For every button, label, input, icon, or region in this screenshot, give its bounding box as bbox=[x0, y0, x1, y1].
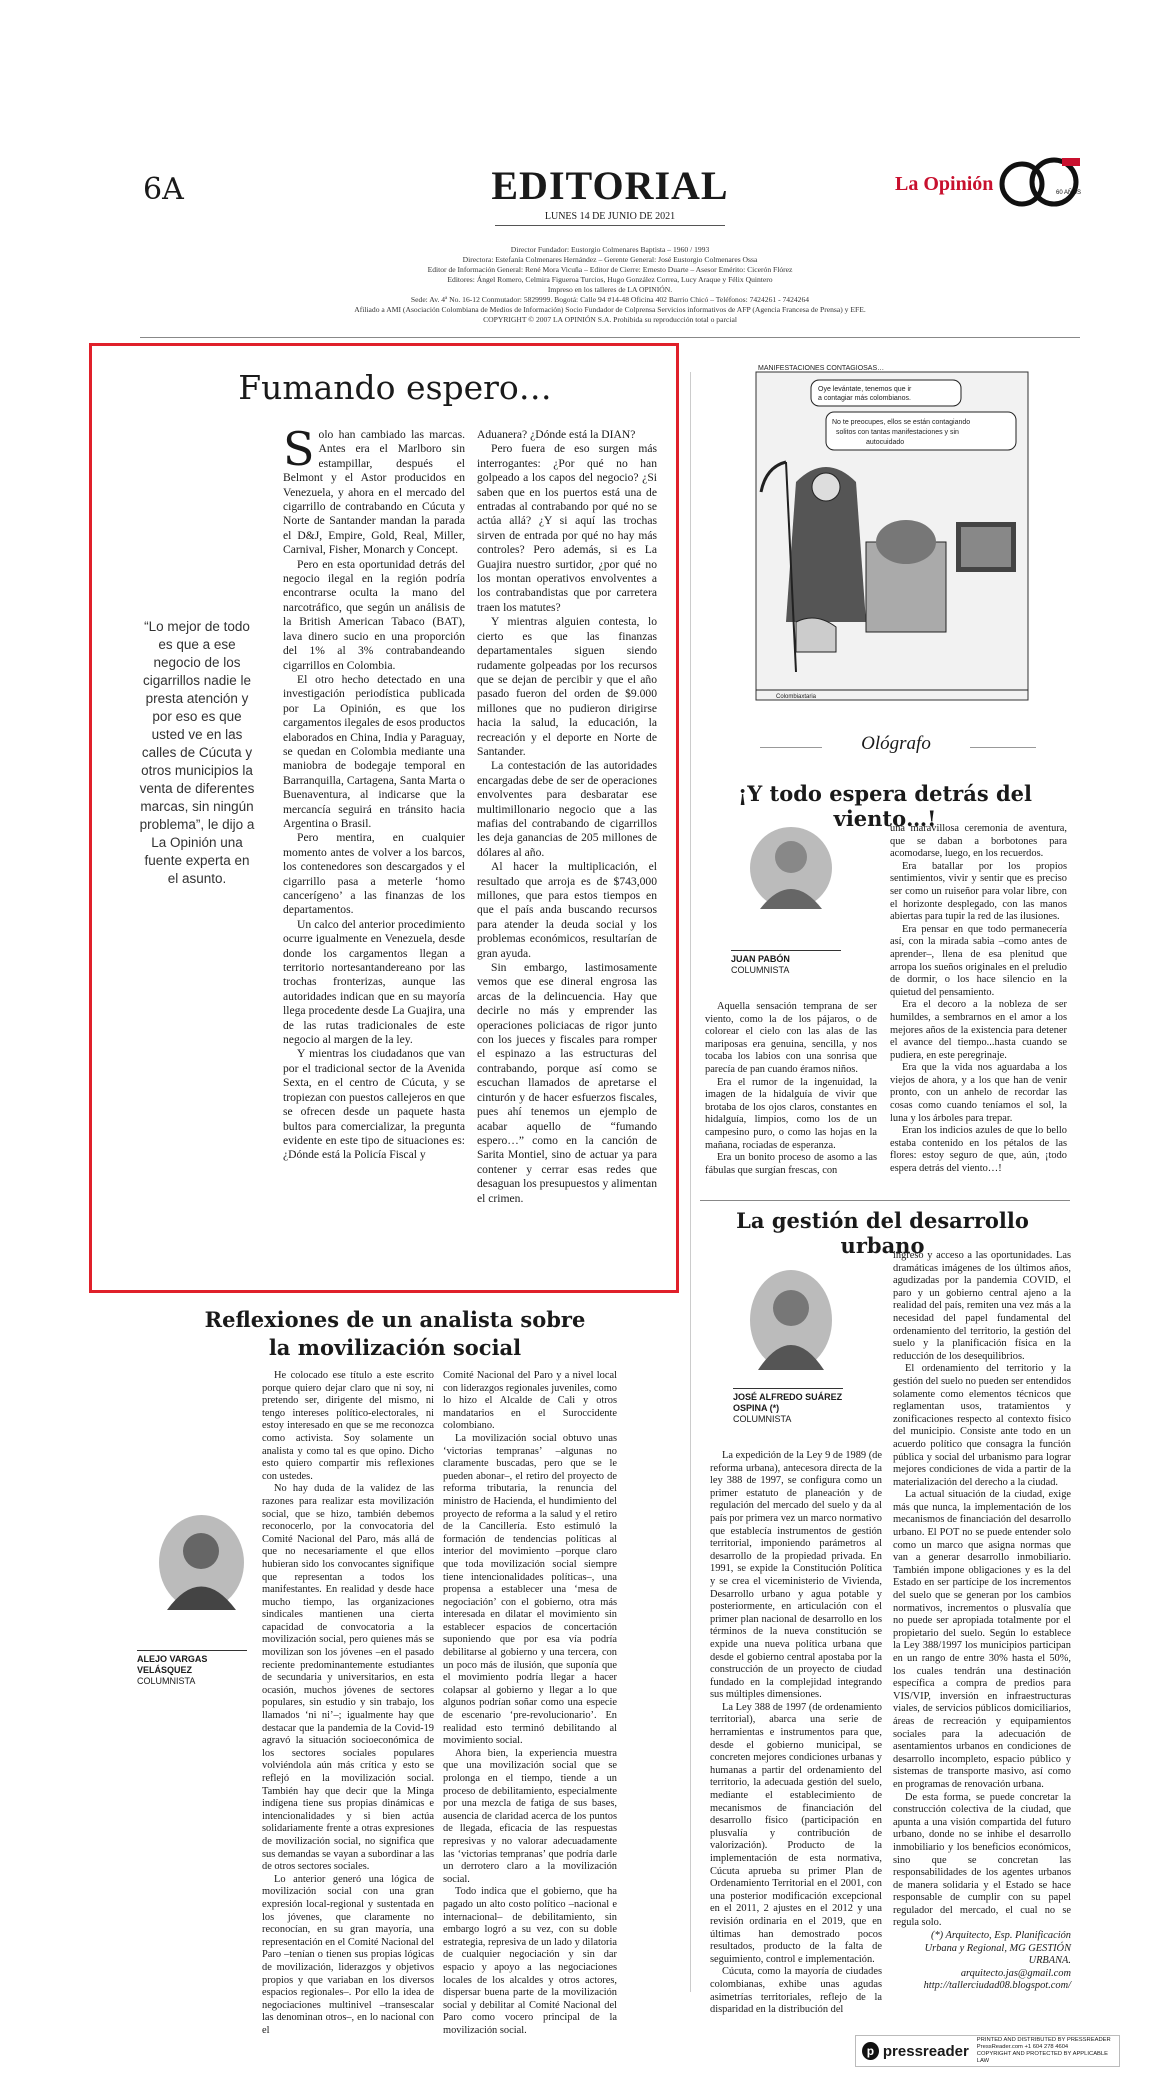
publication-date: LUNES 14 DE JUNIO DE 2021 bbox=[544, 211, 676, 222]
editorial-title[interactable]: Fumando espero… bbox=[238, 368, 552, 407]
paragraph: Era un bonito proceso de asomo a las fábulas que surgían frescas, con bbox=[705, 1152, 877, 1176]
reflexiones-column-1 bbox=[262, 1370, 434, 2036]
paragraph: Y mientras los ciudadanos que van por el tradicional sector de la Avenida Sexta, en el centro de Cúcuta, y se tropiezan con puestos callejeros en que se ofrecen desde un paquete hasta bultos para comercializar, la pregunta evidente en este tipo de situaciones es: ¿Dónde está la Policía Fiscal y bbox=[283, 1047, 465, 1162]
paragraph: La Ley 388 de 1997 (de ordenamiento territorial), abarca una serie de herramientas e instrumentos para que, desde el gobierno municipal, se concreten mejores condiciones urbanas y humanas a partir del ordenamiento del territorio, la adecuada gestión del suelo, mediante el establecimiento de mecanismos de financiación del desarrollo físico (participación en plusvalía y contribución de valorización). Producto de la implementación de esta normativa, Cúcuta aprueba su primer Plan de Ordenamiento Territorial en el 2001, con una posterior modificación excepcional en el 2011, 2 ajustes en el 2012 y una revisión ordinaria en el 2019, que en últimas han demostrado pocos resultados, producto de la falta de seguimiento, control e implementación. bbox=[710, 1701, 882, 1965]
paragraph: Aduanera? ¿Dónde está la DIAN? bbox=[477, 428, 636, 441]
masthead-line: COPYRIGHT © 2007 LA OPINIÓN S.A. Prohibida su reproducción total o parcial bbox=[483, 315, 737, 324]
paragraph: Era batallar por los propios sentimientos, vivir y sentir que es preciso ser como un ruiseñor para volar libre, con el horizonte desplegado, con las manos abiertas para tupir la red de las ilusiones. bbox=[890, 860, 1067, 923]
paragraph: No hay duda de la validez de las razones para realizar esta movilización social, que se hizo, también debemos reconocerlo, por la convocatoria del Comité Nacional del Paro, más allá de que no necesariamente el que ellos hubieran sido los convocantes signifique que representan a todos los manifestantes. En realidad y desde hace mucho tiempo, las organizaciones sindicales mantienen una cierta capacidad de convocatoria a la movilización social, pero quienes más se movilizan son los jóvenes –en el pasado reciente predominantemente estudiantes de secundaria y universitarios, en esta ocasión, muchos jóvenes de sectores populares, sin estudio y sin trabajo, los llamados ‘ni ni’–; igualmente hay que destacar que la pandemia de la Covid-19 agravó la situación socioeconómica de los sectores sociales populares volviéndola aún más crítica y esto se reflejó en la movilización social. También hay que decir que la Minga indígena tiene sus propias dinámicas e intencionalidades y si bien actúa solidariamente frente a otras expresiones de movilización social, no significa que sus demandas se vayan a subordinar a las de otros sectores sociales. bbox=[262, 1483, 434, 1873]
svg-text:solitos con tantas manifestaci: solitos con tantas manifestaciones y sin bbox=[836, 429, 959, 436]
column-section-label: Ológrafo bbox=[861, 733, 931, 754]
author-photo-pabon bbox=[750, 827, 832, 909]
svg-text:autocuidado: autocuidado bbox=[866, 439, 905, 446]
editorial-column-1 bbox=[283, 422, 466, 1268]
byline-pabon bbox=[731, 950, 851, 976]
paragraph: Pero fuera de eso surgen más interrogantes: ¿Por qué no han golpeado a los capos del negocio? ¿Si saben que en los puertos está una de entradas al contrabando por qué no se actúa allá? ¿Y si aquí las trochas sirven de entrada por qué no hay más controles? Pero además, si es La Guajira nuestro surtidor, ¿por qué no los montan operativos envolventes a los contrabandistas que por carretera traen los matutes? bbox=[477, 442, 657, 614]
masthead-line: Directora: Estefanía Colmenares Hernández – Gerente General: José Eustorgio Colmenares Ossa bbox=[462, 255, 758, 264]
section-rule bbox=[760, 747, 822, 748]
paragraph: Era pensar en que todo permanecería así, con la mirada sabia –como antes de aprender–, llena de esa plenitud que arropa los sueños originales en el preludio de dormir, o los hace silencio en la quietud del pensamiento. bbox=[890, 923, 1067, 998]
gestion-title[interactable]: La gestión del desarrollo urbano bbox=[736, 1208, 1029, 1258]
paragraph: una maravillosa ceremonia de aventura, que se daban a borbotones para acomodarse, luego, en los recuerdos. bbox=[890, 823, 1067, 860]
author-name: JUAN PABÓN bbox=[731, 954, 790, 964]
article-separator bbox=[700, 1200, 1070, 1201]
masthead-rule bbox=[140, 337, 1080, 338]
author-role: COLUMNISTA bbox=[731, 965, 790, 975]
reflexiones-column-2 bbox=[443, 1370, 617, 2036]
paragraph: Ahora bien, la experiencia muestra que una movilización social que se prolonga en el tiempo, tiende a un proceso de debilitamiento, especialmente por una mezcla de fatiga de sus bases, ausencia de claridad acerca de los puntos de llegada, eficacia de las respuestas represivas y no valorar adecuadamente las ‘victorias tempranas’ que podría darle un derrotero claro a la movilización social. bbox=[443, 1747, 617, 1885]
pressreader-badge[interactable] bbox=[855, 2035, 1120, 2067]
paragraph: Eran los indicios azules de que lo bello estaba contenido en los pétalos de las flores: estoy seguro de que, aún, ¡todo espera detrás del viento…! bbox=[890, 1125, 1067, 1175]
column-separator bbox=[690, 372, 691, 1992]
paragraph: Un calco del anterior procedimiento ocurre igualmente en Venezuela, desde donde los cargamentos llegan a territorio nortesantandereano por las trochas fronterizas, aunque las autoridades indican que en su mayoría llega procedente desde La Guajira, una de las rutas tradicionales de este negocio al margen de la ley. bbox=[283, 917, 465, 1047]
masthead-credits bbox=[260, 245, 960, 325]
editorial-cartoon[interactable] bbox=[756, 365, 1028, 700]
author-role: COLUMNISTA bbox=[137, 1676, 196, 1686]
pressreader-icon: p bbox=[862, 2042, 879, 2060]
page-number: 6A bbox=[143, 172, 184, 207]
anniversary-badge-text: 60 AÑOS bbox=[1056, 190, 1082, 196]
masthead-line: Director Fundador: Eustorgio Colmenares Baptista – 1960 / 1993 bbox=[510, 245, 710, 254]
author-photo-suarez bbox=[750, 1270, 832, 1370]
reflexiones-title[interactable]: Reflexiones de un analista sobre la movilización social bbox=[204, 1307, 586, 1360]
paragraph: Pero en esta oportunidad detrás del negocio ilegal en la región podría encontrarse oculta la mano del narcotráfico, que según un análisis de la British American Tabaco (BAT), lava dinero sucio en una proporción del 1% al 3% contrabandeando cigarrillos en Colombia. bbox=[283, 557, 465, 672]
byline-suarez bbox=[733, 1388, 863, 1425]
paragraph: Todo indica que el gobierno, que ha pagado un alto costo político –nacional e internacional– de debilitamiento, sin embargo logró a su vez, con su doble estrategia, represiva de un lado y dilatoria de cualquier negociación y sin dar espacio y apoyo a las negociaciones locales de los alcaldes y otros actores, dispersar buena parte de la movilización social y debilitar al Comité Nacional del Paro como vocero principal de la movilización social. bbox=[443, 1886, 617, 2036]
paragraph: He colocado ese título a este escrito porque quiero dejar claro que ni soy, ni pretendo ser, dirigente del mismo, ni tengo intereses político-electorales, ni estoy interesado en que se me reconozca como activista. Soy solamente un analista y como tal es que opino. Dicho esto quiero compartir mis reflexiones con ustedes. bbox=[262, 1370, 434, 1482]
masthead-line: Editores: Ángel Romero, Celmira Figueroa Turcios, Hugo González Correa, Lucy Araque y Félix Quintero bbox=[447, 275, 773, 284]
paragraph: Era el decoro a la nobleza de ser humildes, a sembrarnos en el amor a los mejores años de la existencia para detener el avance del tiempo...hasta cuando se pudiera, en este peregrinaje. bbox=[890, 999, 1067, 1061]
paragraph: Comité Nacional del Paro y a nivel local con liderazgos regionales juveniles, como lo hizo el Alcalde de Cali y otros mandatarios en el Suroccidente colombiano. bbox=[443, 1370, 617, 1432]
paragraph: Lo anterior generó una lógica de movilización social con una gran expresión local-regional y sustentada en los jóvenes, que claramente no reconocían, en su gran mayoría, una representación en el Comité Nacional del Paro –tenían o tienen sus propias lógicas de movilización, liderazgos y objetivos propios y que variaban en los diversos espacios regionales–. Por ello la idea de negociaciones multinivel –transescalar las denominan otros–, en lo nacional con el bbox=[262, 1873, 434, 2036]
masthead-line: Sede: Av. 4ª No. 16-12 Conmutador: 5829999. Bogotá: Calle 94 #14-48 Oficina 402 Barrio Chicó – Teléfonos: 7424261 - 7424264 bbox=[410, 295, 810, 304]
paragraph: Era que la vida nos aguardaba a los viejos de ahora, y a los que han de venir pronto, con un anhelo de recordar las cosas como cuando teníamos el sol, la luna y los árboles para trepar. bbox=[890, 1062, 1067, 1124]
pressreader-notice: PRINTED AND DISTRIBUTED BY PRESSREADER PressReader.com +1 604 278 4604 COPYRIGHT AND PROTECTED BY APPLICABLE LAW bbox=[976, 2037, 1111, 2064]
masthead-line: Afiliado a AMI (Asociación Colombiana de Medios de Información) Socio Fundador de Colprensa Servicios informativos de AFP (Agencia Francesa de Prensa) y EFE. bbox=[354, 305, 866, 314]
cartoon-bubble-2: No te preocupes, ellos se están contagiando bbox=[832, 419, 971, 426]
paragraph: Era el rumor de la ingenuidad, la imagen de la hidalguía de vivir que brotaba de los ojos claros, constantes en hidalguía, limpios, como los de un campesino puro, o como las hojas en la mañana, rociadas de esperanza. bbox=[705, 1076, 877, 1151]
paragraph: Y mientras alguien contesta, lo cierto es que las finanzas departamentales siguen siendo rudamente golpeadas por los recursos que se dejan de percibir y que el año pasado fueron del orden de $9.000 millones que no pudieron dirigirse hacia la salud, la educación, la recreación y el deporte en Norte de Santander. bbox=[477, 615, 657, 758]
paragraph: El ordenamiento del territorio y la gestión del suelo no pueden ser entendidos solamente como elementos técnicos que reglamentan usos, tratamientos y zonificaciones respecto al contexto físico del municipio. Consiste ante todo en un acuerdo político que consagra la función pública y social del urbanismo para lograr mejores condiciones de vida a partir de la materialización del derecho a la ciudad. bbox=[893, 1363, 1071, 1488]
byline-vargas bbox=[137, 1650, 257, 1687]
pull-quote: “Lo mejor de todo es que a ese negocio de los cigarrillos nadie le presta atención y por eso es que usted ve en las calles de Cúcuta y otros municipios la venta de diferentes marcas, sin ningún problema”, le dijo a La Opinión una fuente experta en el asunto. bbox=[139, 619, 255, 886]
masthead-line: Impreso en los talleres de LA OPINIÓN. bbox=[547, 285, 673, 294]
paragraph: La expedición de la Ley 9 de 1989 (de reforma urbana), antecesora directa de la ley 388 de 1997, se configura como un primer estatuto de planeación y de regulación del mercado del suelo y da al país por primera vez un marco normativo que establecía instrumentos de gestión territorial, imponiendo parámetros al desarrollo de la propiedad privada. En 1991, se expide la Constitución Política y se crea el viceministerio de Vivienda, Desarrollo urbano y agua potable y posteriormente, en articulación con el primer plan nacional de desarrollo en los términos de la nueva constitución se expide una nueva política urbana que desde el gobierno central apostaba por la construcción de un proyecto de ciudad fundado en la complejidad integrando sus múltiples dimensiones. bbox=[710, 1450, 882, 1701]
cartoon-title: MANIFESTACIONES CONTAGIOSAS… bbox=[758, 365, 885, 372]
anniversary-60-logo bbox=[1000, 150, 1080, 212]
newspaper-logo[interactable]: La Opinión bbox=[895, 173, 994, 195]
paragraph: Aquella sensación temprana de ser viento, como la de los pájaros, o de colorear el cielo con las alas de las mariposas era genuina, sencilla, y nos tocaba los labios con una sonrisa que parecía de pan cuando éramos niños. bbox=[705, 1001, 877, 1075]
paragraph: Cúcuta, como la mayoría de ciudades colombianas, exhibe unas agudas asimetrías territoriales, reflejo de la disparidad en la distribución del bbox=[710, 1966, 882, 2016]
cartoon-credit: Colombiaxtaria bbox=[776, 694, 817, 700]
paragraph: Pero mentira, en cualquier momento antes de volver a los barcos, los contenedores son descargados y el cigarrillo pasa a meterle ‘homo cancerígeno’ a las finanzas de los departamentos. bbox=[283, 831, 465, 917]
gestion-column-1 bbox=[710, 1450, 882, 2016]
author-signature: (*) Arquitecto, Esp. Planificación Urbana y Regional, MG GESTIÓN URBANA. bbox=[924, 1930, 1071, 1967]
author-role: COLUMNISTA bbox=[733, 1414, 792, 1424]
paragraph: ingreso y acceso a las oportunidades. Las dramáticas imágenes de los últimos años, agudizadas por la pandemia COVID, el paro y un gobierno central ajeno a la realidad del país, remiten una vez más a la necesidad del papel fundamental del ordenamiento del territorio, la gestión del suelo y la planificación física en la reducción de los desequilibrios. bbox=[893, 1250, 1071, 1362]
gestion-column-2 bbox=[893, 1250, 1071, 1990]
masthead-line: Editor de Información General: René Mora Vicuña – Editor de Cierre: Ernesto Duarte – Asesor Emérito: Cicerón Flórez bbox=[427, 265, 793, 274]
paragraph: La movilización social obtuvo unas ‘victorias tempranas’ –algunas no claramente buscadas, pero que se le pueden abonar–, el retiro del proyecto de reforma tributaria, la renuncia del ministro de Hacienda, el hundimiento del proyecto de reforma a la salud y el retiro de la Cancillería. Esto estimuló la formación de tendencias políticas al interior del movimiento –porque claro que toda movilización social siempre tiene intencionalidades políticas–, una propensa a establecer una ‘mesa de negociación’ con el gobierno, otra más interesada en dilatar el movimiento sin establecer espacios de concertación suponiendo que por esa vía podría debilitarse al gobierno y una tercera, con un poco más de ilusión, que suponía que el movimiento podría llegar a hacer colapsar al gobierno y llegar a lo que algunos podrían soñar como una especie de escenario ‘pre-revolucionario’. En realidad esto terminó debilitando al movimiento social. bbox=[443, 1432, 617, 1747]
paragraph: Solo han cambiado las marcas. Antes era el Marlboro sin estampillar, después el Belmont y el Astor producidos en Venezuela, y ahora en el mercado del cigarrillo de contrabando en Cúcuta y Norte de Santander mandan la parada el D&J, Empire, Gold, Real, Miller, Carnival, Fisher, Monarch y Concept. bbox=[283, 422, 465, 557]
pressreader-name: pressreader bbox=[882, 2042, 969, 2060]
paragraph: De esta forma, se puede concretar la construcción colectiva de la ciudad, que apunta a una visión compartida del futuro urbano, donde no se inhibe el desarrollo inmobiliario y los beneficios económicos, sino que se concretan las responsabilidades de los agentes urbanos de manera solidaria y el Estado se hace responsable de cumplir con su papel regulador del mercado, el cual no se regula solo. bbox=[893, 1791, 1071, 1929]
svg-text:a contagiar más colombianos.: a contagiar más colombianos. bbox=[818, 395, 911, 402]
editorial-column-2 bbox=[477, 428, 657, 1268]
cartoon-bubble-1: Oye levántate, tenemos que ir bbox=[818, 386, 912, 393]
paragraph: El otro hecho detectado en una investigación periodística publicada por La Opinión, es que los cargamentos ilegales de esos productos elaborados en China, India y Paraguay, se quedan en Colombia mediante una maniobra de bodegaje temporal en Barranquilla, Cartagena, Santa Marta o Buenaventura, al indicarse que la mercancía seguirá en tránsito hacia Argentina o Brasil. bbox=[283, 672, 466, 830]
author-name: ALEJO VARGAS VELÁSQUEZ bbox=[137, 1654, 208, 1675]
sheep-figure bbox=[796, 618, 836, 652]
paragraph: La actual situación de la ciudad, exige más que nunca, la implementación de los mecanismos de financiación del desarrollo urbano. El POT no se puede entender solo como un marco que asigna normas que van a generar desarrollo inmobiliario. También impone obligaciones y es la del Estado en ser partícipe de los incrementos del suelo que se generan por los cambios normativos, incrementos o plusvalía que no puede ser apropiada totalmente por el propietario del suelo. Según lo establece la Ley 388/1997 los municipios participan en un rango de entre 30% hasta el 50%, los cuales tendrán una destinación específica a compra de predios para VIS/VIP, inversión en infraestructuras viales, de servicios públicos domiciliarios, áreas de recreación y equipamientos sociales para la adecuación de asentamientos urbanos en condiciones de desarrollo incompleto, espacio público y sistemas de transporte masivo, así como en programas de renovación urbana. bbox=[893, 1489, 1071, 1790]
section-rule bbox=[970, 747, 1036, 748]
paragraph: La contestación de las autoridades encargadas debe de ser de operaciones envolventes para desbaratar ese multimillonario negocio que a las mafias del contrabando de cigarrillos les deja ganancias de 205 millones de dólares al año. bbox=[477, 759, 657, 859]
paragraph: Sin embargo, lastimosamente vemos que ese dineral engrosa las arcas de la delincuencia. Hay que decirle no más y emprender las operaciones policiacas de rigor junto con los jueces y fiscales para romper el espinazo a las estructuras del contrabando, porque así como se escuchan llamados de apretarse el cinturón y de hacer esfuerzos fiscales, pues ahí tenemos un ejemplo de acabar aquello de “fumando espero…” como en la canción de Sarita Montiel, sino de actuar ya para contener y cerrar esas redes que desaguan los presupuestos y alimentan el crimen. bbox=[477, 961, 657, 1205]
author-photo-vargas bbox=[159, 1515, 244, 1610]
olografo-column-2 bbox=[890, 823, 1067, 1188]
date-rule bbox=[495, 225, 725, 226]
drop-cap: S bbox=[283, 422, 315, 476]
olografo-title[interactable]: ¡Y todo espera detrás del viento…! bbox=[737, 781, 1032, 831]
author-name: JOSÉ ALFREDO SUÁREZ OSPINA (*) bbox=[733, 1392, 843, 1413]
olografo-column-1 bbox=[705, 1001, 877, 1176]
section-title: EDITORIAL bbox=[491, 163, 729, 208]
author-contact-link[interactable]: arquitecto.jas@gmail.com http://tallerciudad08.blogspot.com/ bbox=[923, 1967, 1071, 1992]
paragraph: Al hacer la multiplicación, el resultado que arroja es de $743,000 millones, que para estos tiempos en que el país anda buscando recursos para atender la deuda social y los problemas económicos, resultarían de gran ayuda. bbox=[477, 860, 657, 960]
